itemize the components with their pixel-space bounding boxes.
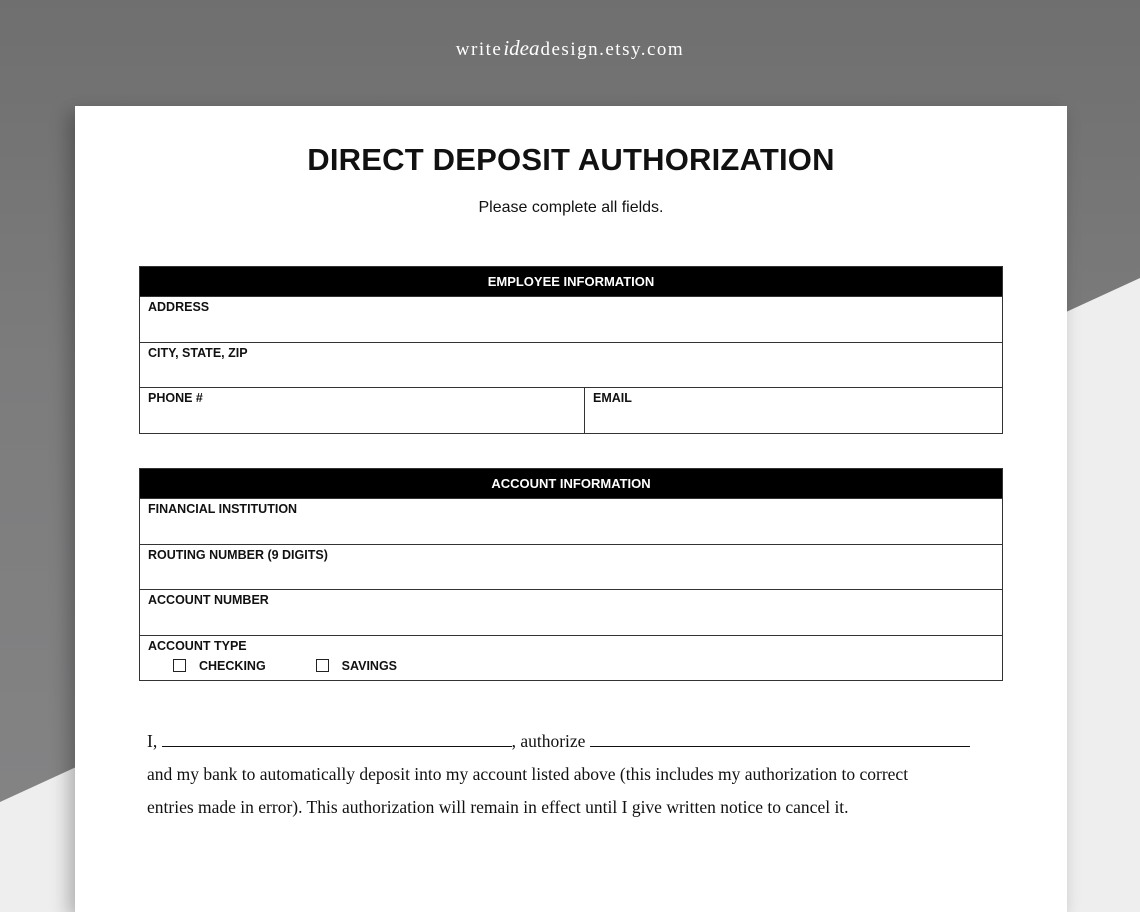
account-section-heading: ACCOUNT INFORMATION (140, 469, 1002, 498)
account-type-field (140, 636, 1002, 681)
employee-name-blank[interactable] (162, 729, 512, 747)
employee-section-heading: EMPLOYEE INFORMATION (140, 267, 1002, 296)
institution-row (140, 498, 1002, 544)
statement-prefix: I, (147, 731, 158, 751)
form-page (75, 106, 1067, 912)
account-number-field[interactable] (140, 590, 1002, 635)
routing-number-label: ROUTING NUMBER (9 DIGITS) (148, 547, 328, 562)
account-type-options (173, 659, 447, 673)
checking-checkbox[interactable] (173, 659, 186, 672)
statement-line-2: and my bank to automatically deposit into my account listed above (this includes my authorization to correct (147, 764, 909, 784)
checking-option[interactable] (173, 659, 266, 673)
city-state-zip-field[interactable] (140, 343, 1002, 388)
form-title: DIRECT DEPOSIT AUTHORIZATION (307, 142, 835, 177)
checking-label: CHECKING (199, 658, 266, 673)
address-row (140, 296, 1002, 342)
financial-institution-field[interactable] (140, 499, 1002, 544)
savings-checkbox[interactable] (316, 659, 329, 672)
brand-text-post: design.etsy.com (540, 39, 685, 60)
account-type-label: ACCOUNT TYPE (148, 638, 247, 653)
savings-option[interactable] (316, 659, 397, 673)
routing-number-field[interactable] (140, 545, 1002, 590)
savings-label: SAVINGS (341, 658, 398, 673)
employee-information-section (139, 266, 1003, 434)
phone-email-row (140, 387, 1002, 433)
email-field[interactable] (585, 388, 1002, 433)
city-row (140, 342, 1002, 388)
form-subtitle: Please complete all fields. (478, 199, 664, 216)
phone-label: PHONE # (148, 391, 203, 405)
statement-line-1 (147, 725, 1007, 758)
brand-text-script: idea (503, 36, 540, 60)
authorization-statement (147, 725, 1007, 824)
statement-authorize: , authorize (511, 731, 586, 751)
account-information-section (139, 468, 1003, 681)
account-number-row (140, 589, 1002, 635)
phone-field[interactable] (140, 388, 585, 433)
email-label: EMAIL (593, 391, 632, 405)
address-label: ADDRESS (148, 300, 210, 314)
city-state-zip-label: CITY, STATE, ZIP (148, 345, 248, 360)
financial-institution-label: FINANCIAL INSTITUTION (148, 502, 298, 516)
account-number-label: ACCOUNT NUMBER (148, 593, 269, 607)
account-type-row (140, 635, 1002, 681)
address-field[interactable] (140, 297, 1002, 342)
employer-name-blank[interactable] (590, 729, 970, 747)
statement-line-3: entries made in error). This authorization will remain in effect until I give written notice to cancel it. (147, 797, 849, 817)
brand-text-pre: write (455, 39, 503, 60)
brand-watermark (0, 36, 1140, 61)
routing-row (140, 544, 1002, 590)
